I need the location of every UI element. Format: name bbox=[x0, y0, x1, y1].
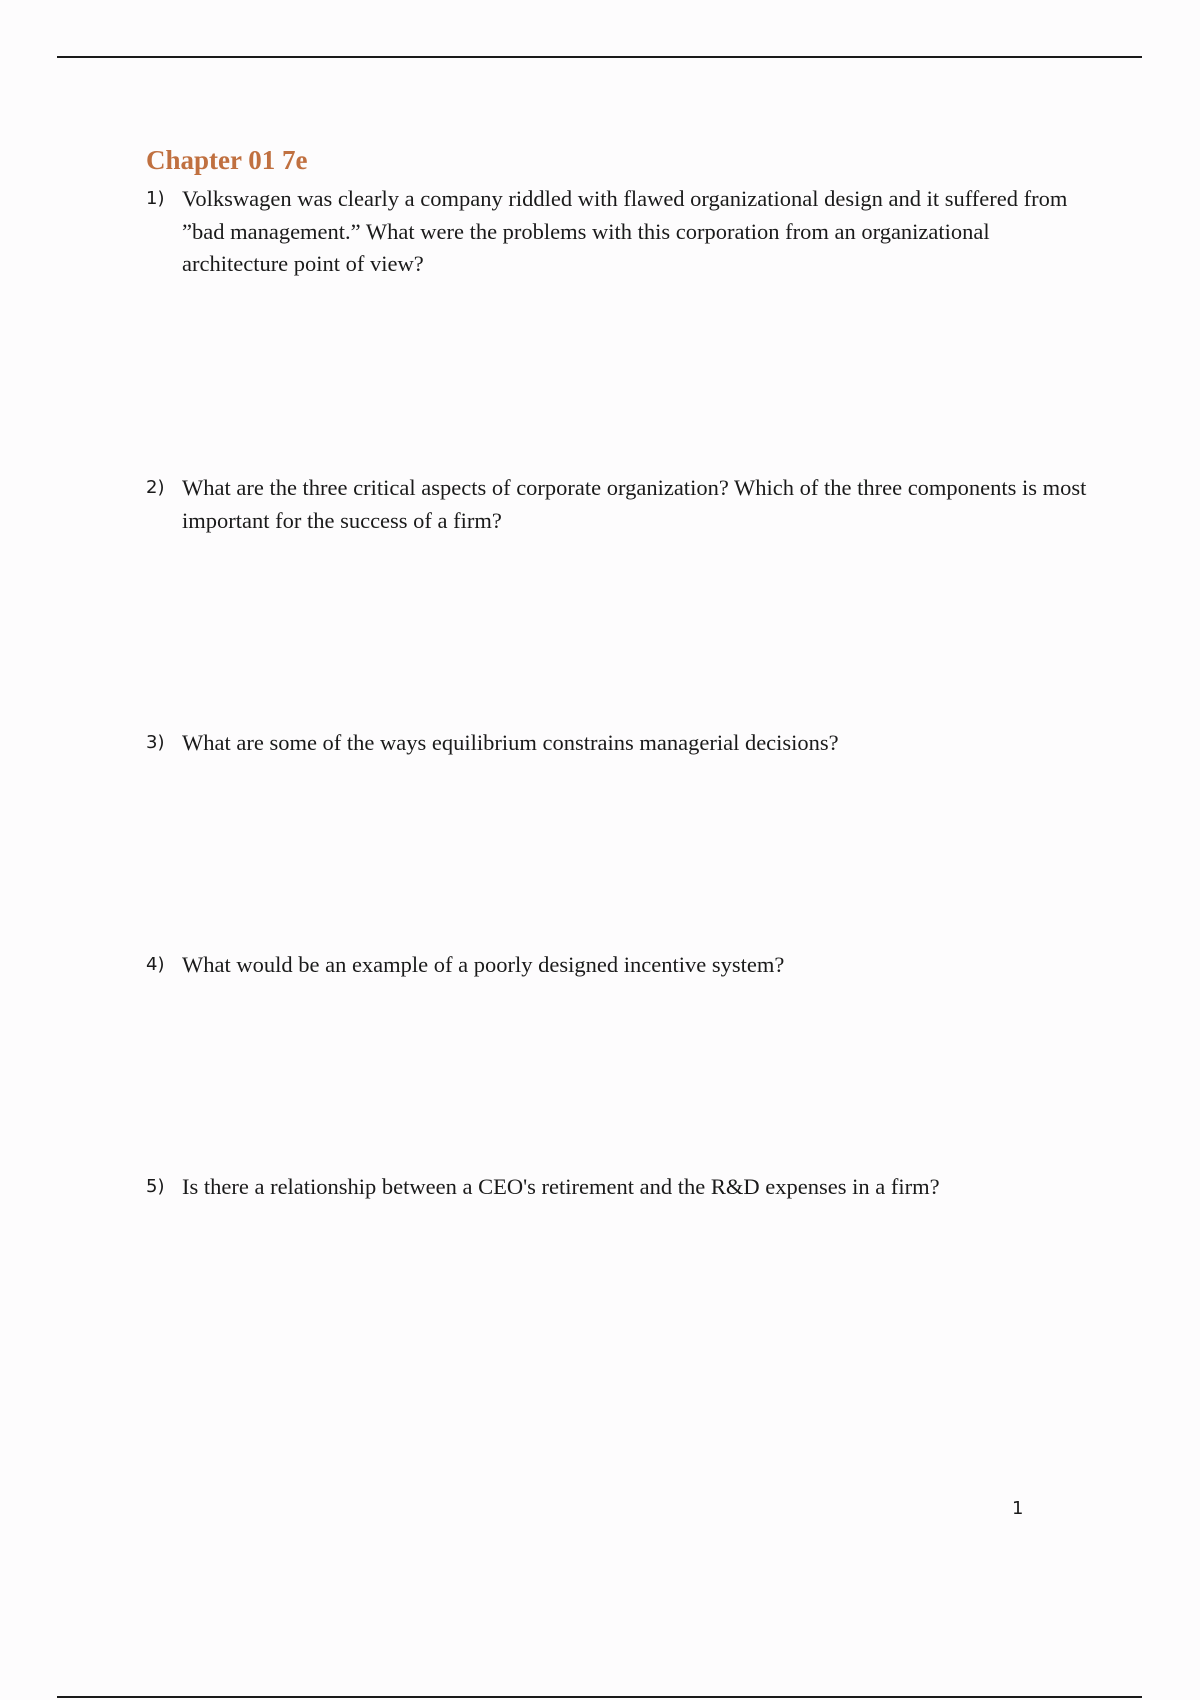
question-2 bbox=[146, 472, 1091, 537]
chapter-title: Chapter 01 7e bbox=[146, 145, 308, 175]
question-text: What are some of the ways equilibrium constrains managerial decisions? bbox=[182, 730, 839, 755]
question-text: Volkswagen was clearly a company riddled with flawed organizational design and it suffered from ”bad management.” What were the problems with this corporation from an organizational architecture point of view? bbox=[182, 186, 1068, 276]
question-3 bbox=[146, 727, 1091, 760]
question-number: 3) bbox=[146, 732, 165, 753]
question-text: What would be an example of a poorly designed incentive system? bbox=[182, 952, 785, 977]
header-rule bbox=[57, 56, 1142, 58]
question-text: What are the three critical aspects of corporate organization? Which of the three components is most important for the success of a firm? bbox=[182, 475, 1087, 533]
question-4 bbox=[146, 949, 1091, 982]
question-number: 1) bbox=[146, 188, 165, 209]
question-number: 4) bbox=[146, 954, 165, 975]
question-text: Is there a relationship between a CEO's retirement and the R&D expenses in a firm? bbox=[182, 1174, 940, 1199]
page-number: 1 bbox=[1012, 1498, 1024, 1519]
footer-rule bbox=[57, 1696, 1142, 1698]
question-5 bbox=[146, 1171, 1091, 1204]
question-number: 2) bbox=[146, 477, 165, 498]
question-number: 5) bbox=[146, 1176, 165, 1197]
question-1 bbox=[146, 183, 1091, 281]
